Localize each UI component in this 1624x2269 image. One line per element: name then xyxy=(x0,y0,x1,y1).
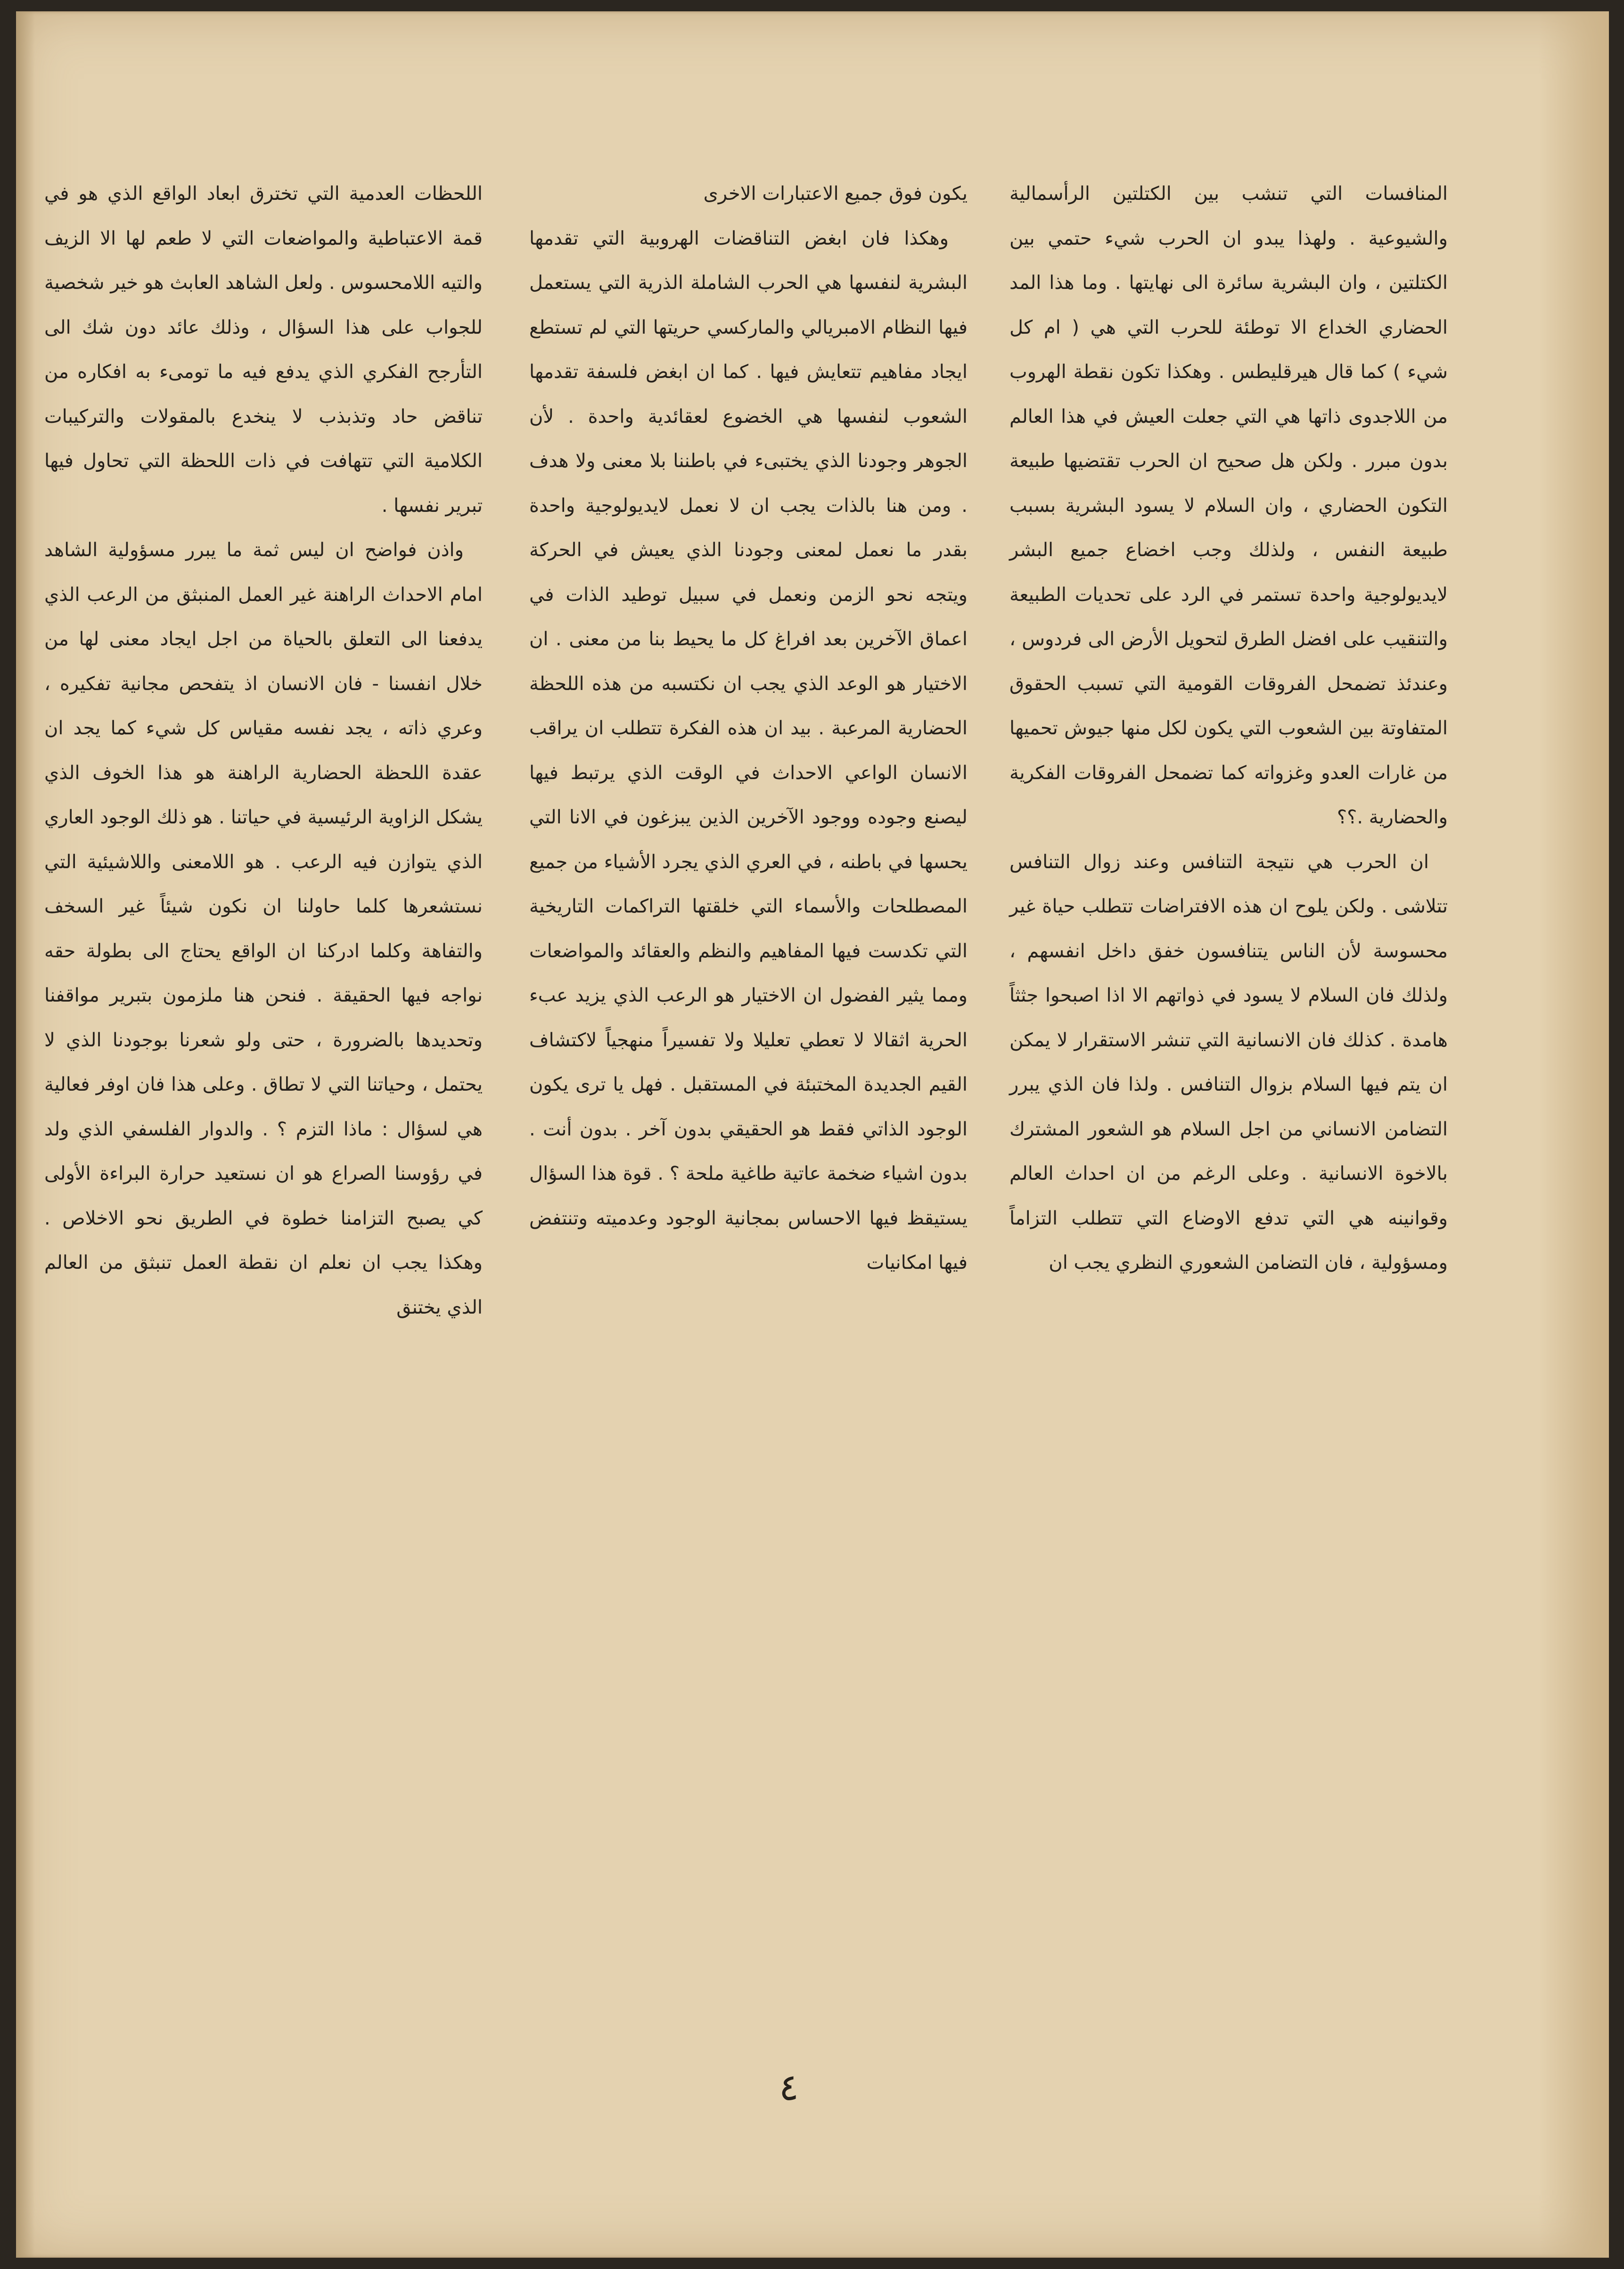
magazine-page xyxy=(16,11,1609,2258)
paragraph: اللحظات العدمية التي تخترق ابعاد الواقع الذي هو في قمة الاعتباطية والمواضعات التي لا طعم لها الا الزيف والتيه اللامحسوس . ولعل الشاهد العابث هو خير شخصية للجواب على هذا السؤال ، وذلك عائد دون شك الى التأرجح الفكري الذي يدفع فيه ما تومىء به افكاره من تناقض حاد وتذبذب لا ينخدع بالمقولات والتركيبات الكلامية التي تتهافت في ذات اللحظة التي تحاول فيها تبرير نفسها . xyxy=(44,183,483,517)
page-number: ٤ xyxy=(779,2066,799,2109)
page-left-edge xyxy=(16,11,35,2258)
text-column-middle xyxy=(529,172,968,1285)
paragraph: واذن فواضح ان ليس ثمة ما يبرر مسؤولية الشاهد امام الاحداث الراهنة غير العمل المنبثق من الرعب الذي يدفعنا الى التعلق بالحياة من اجل ايجاد معنى لها من خلال انفسنا - فان الانسان اذ يتفحص مجانية تفكيره ، وعري ذاته ، يجد نفسه مقياس كل شيء كما يجد ان عقدة اللحظة الحضارية الراهنة هو هذا الخوف الذي يشكل الزاوية الرئيسية في حياتنا . هو ذلك الوجود العاري الذي يتوازن فيه الرعب . هو اللامعنى واللاشيئية التي نستشعرها كلما حاولنا ان نكون شيئاً غير السخف والتفاهة وكلما ادركنا ان الواقع يحتاج الى بطولة حقه نواجه فيها الحقيقة . فنحن هنا ملزمون بتبرير مواقفنا وتحديدها بالضرورة ، حتى ولو شعرنا بوجودنا الذي لا يحتمل ، وحياتنا التي لا تطاق . وعلى هذا فان اوفر فعالية هي لسؤال : ماذا التزم ؟ . والدوار الفلسفي الذي ولد في رؤوسنا الصراع هو ان نستعيد حرارة البراءة الأولى كي يصبح التزامنا خطوة في الطريق نحو الاخلاص . وهكذا يجب ان نعلم ان نقطة العمل تنبثق من العالم الذي يختنق xyxy=(44,539,483,1318)
page-right-edge xyxy=(1538,11,1609,2258)
paragraph: المنافسات التي تنشب بين الكتلتين الرأسمالية والشيوعية . ولهذا يبدو ان الحرب شيء حتمي بين الكتلتين ، وان البشرية سائرة الى نهايتها . وما هذا المد الحضاري الخداع الا توطئة للحرب التي هي ( ام كل شيء ) كما قال هيرقليطس . وهكذا تكون نقطة الهروب من اللاجدوى ذاتها هي التي جعلت العيش في هذا العالم بدون مبرر . ولكن هل صحيح ان الحرب تقتضيها طبيعة التكون الحضاري ، وان السلام لا يسود البشرية بسبب طبيعة النفس ، ولذلك وجب اخضاع جميع البشر لايديولوجية واحدة تستمر في الرد على تحديات الطبيعة والتنقيب على افضل الطرق لتحويل الأرض الى فردوس ، وعندئذ تضمحل الفروقات القومية التي تسبب الحقوق المتفاوتة بين الشعوب التي يكون لكل منها جيوش تحميها من غارات العدو وغزواته كما تضمحل الفروقات الفكرية والحضارية .؟؟ xyxy=(1009,183,1448,828)
paragraph: وهكذا فان ابغض التناقضات الهروبية التي تقدمها البشرية لنفسها هي الحرب الشاملة الذرية التي يستعمل فيها النظام الامبريالي والماركسي حريتها التي لم تستطع ايجاد مفاهيم تتعايش فيها . كما ان ابغض فلسفة تقدمها الشعوب لنفسها هي الخضوع لعقائدية واحدة . لأن الجوهر وجودنا الذي يختبىء في باطننا بلا معنى ولا هدف . ومن هنا بالذات يجب ان لا نعمل لايديولوجية واحدة بقدر ما نعمل لمعنى وجودنا الذي يعيش في الحركة ويتجه نحو الزمن ونعمل في سبيل توطيد الذات في اعماق الآخرين بعد افراغ كل ما يحيط بنا من معنى . ان الاختيار هو الوعد الذي يجب ان نكتسبه من هذه اللحظة الحضارية المرعبة . بيد ان هذه الفكرة تتطلب ان يراقب الانسان الواعي الاحداث في الوقت الذي يرتبط فيها ليصنع وجوده ووجود الآخرين الذين يبزغون في الانا التي يحسها في باطنه ، في العري الذي يجرد الأشياء من جميع المصطلحات والأسماء التي خلقتها التراكمات التاريخية التي تكدست فيها المفاهيم والنظم والعقائد والمواضعات ومما يثير الفضول ان الاختيار هو الرعب الذي يزيد عبء الحرية اثقالا لا تعطي تعليلا ولا تفسيراً منهجياً لاكتشاف القيم الجديدة المختبئة في المستقبل . فهل يا ترى يكون الوجود الذاتي فقط هو الحقيقي بدون آخر . بدون أنت . بدون اشياء ضخمة عاتية طاغية ملحة ؟ . قوة هذا السؤال يستيقظ فيها الاحساس بمجانية الوجود وعدميته وتنتفض فيها امكانيات xyxy=(529,227,968,1274)
paragraph: يكون فوق جميع الاعتبارات الاخرى xyxy=(703,183,968,205)
text-column-left xyxy=(44,172,483,1330)
text-column-right xyxy=(1009,172,1448,1285)
paragraph: ان الحرب هي نتيجة التنافس وعند زوال التنافس تتلاشى . ولكن يلوح ان هذه الافتراضات تتطلب حياة غير محسوسة لأن الناس يتنافسون خفق داخل انفسهم ، ولذلك فان السلام لا يسود في ذواتهم الا اذا اصبحوا جثثاً هامدة . كذلك فان الانسانية التي تنشر الاستقرار لا يمكن ان يتم فيها السلام بزوال التنافس . ولذا فان الذي يبرر التضامن الانساني من اجل السلام هو الشعور المشترك بالاخوة الانسانية . وعلى الرغم من ان احداث العالم وقوانينه هي التي تدفع الاوضاع التي تتطلب التزاماً ومسؤولية ، فان التضامن الشعوري النظري يجب ان xyxy=(1009,851,1448,1274)
